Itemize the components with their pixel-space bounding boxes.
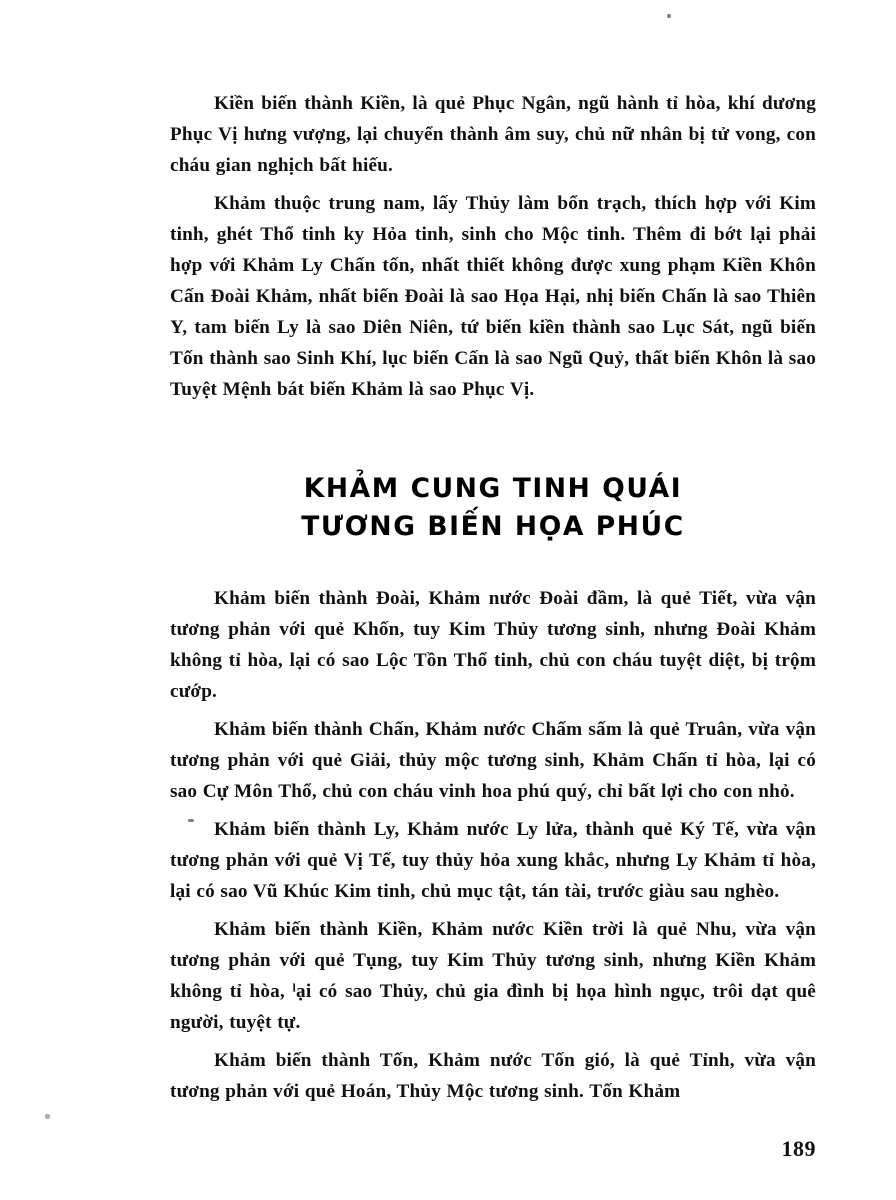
- upper-text-column: [170, 88, 816, 405]
- paragraph: Khảm biến thành Tốn, Khảm nước Tốn gió, là quẻ Tỉnh, vừa vận tương phản với quẻ Hoán, Thủy Mộc tương sinh. Tốn Khảm: [170, 1050, 816, 1102]
- section-heading: [170, 470, 816, 546]
- paragraph: Khảm biến thành Chấn, Khảm nước Chấm sấm là quẻ Truân, vừa vận tương phản với quẻ Giải, thủy mộc tương sinh, Khảm Chấn tỉ hòa, lại có sao Cự Môn Thổ, chủ con cháu vinh hoa phú quý, chỉ bất lợi cho con nhỏ.: [170, 719, 816, 802]
- paragraph: Khảm biến thành Đoài, Khảm nước Đoài đầm, là quẻ Tiết, vừa vận tương phản với quẻ Khốn, tuy Kim Thủy tương sinh, nhưng Đoài Khảm không tỉ hòa, lại có sao Lộc Tồn Thổ tinh, chủ con cháu tuyệt diệt, bị trộm cướp.: [170, 588, 816, 702]
- scan-speck-bottom: [45, 1114, 50, 1119]
- scan-speck-top: [667, 14, 671, 18]
- page-number: 189: [781, 1136, 816, 1161]
- paragraph: Khảm biến thành Ly, Khảm nước Ly lửa, thành quẻ Ký Tế, vừa vận tương phản với quẻ Vị Tế, tuy thủy hỏa xung khắc, nhưng Ly Khảm tỉ hòa, lại có sao Vũ Khúc Kim tinh, chủ mục tật, tán tài, trước giàu sau nghèo.: [170, 819, 816, 902]
- paragraph: Kiền biến thành Kiền, là quẻ Phục Ngân, ngũ hành tỉ hòa, khí dương Phục Vị hưng vượng, lại chuyển thành âm suy, chủ nữ nhân bị tử vong, con cháu gian nghịch bất hiếu.: [170, 93, 816, 176]
- heading-line-2: TƯƠNG BIẾN HỌA PHÚC: [301, 511, 685, 542]
- lower-text-column: [170, 583, 816, 1107]
- paragraph: Khảm thuộc trung nam, lấy Thủy làm bổn trạch, thích hợp với Kim tinh, ghét Thổ tinh ky Hỏa tinh, sinh cho Mộc tinh. Thêm đi bớt lại phải hợp với Khảm Ly Chấn tốn, nhất thiết không được xung phạm Kiền Khôn Cấn Đoài Khảm, nhất biến Đoài là sao Họa Hại, nhị biến Chấn là sao Thiên Y, tam biến Ly là sao Diên Niên, tứ biến kiền thành sao Lục Sát, ngũ biến Tốn thành sao Sinh Khí, lục biến Cấn là sao Ngũ Quỷ, thất biến Khôn là sao Tuyệt Mệnh bát biến Khảm là sao Phục Vị.: [170, 193, 816, 400]
- paragraph: Khảm biến thành Kiền, Khảm nước Kiền trời là quẻ Nhu, vừa vận tương phản với quẻ Tụng, tuy Kim Thủy tương sinh, nhưng Kiền Khảm không tỉ hòa, ˡại có sao Thủy, chủ gia đình bị họa hình ngục, trôi dạt quê người, tuyệt tự.: [170, 919, 816, 1033]
- heading-line-1: KHẢM CUNG TINH QUÁI: [303, 473, 683, 504]
